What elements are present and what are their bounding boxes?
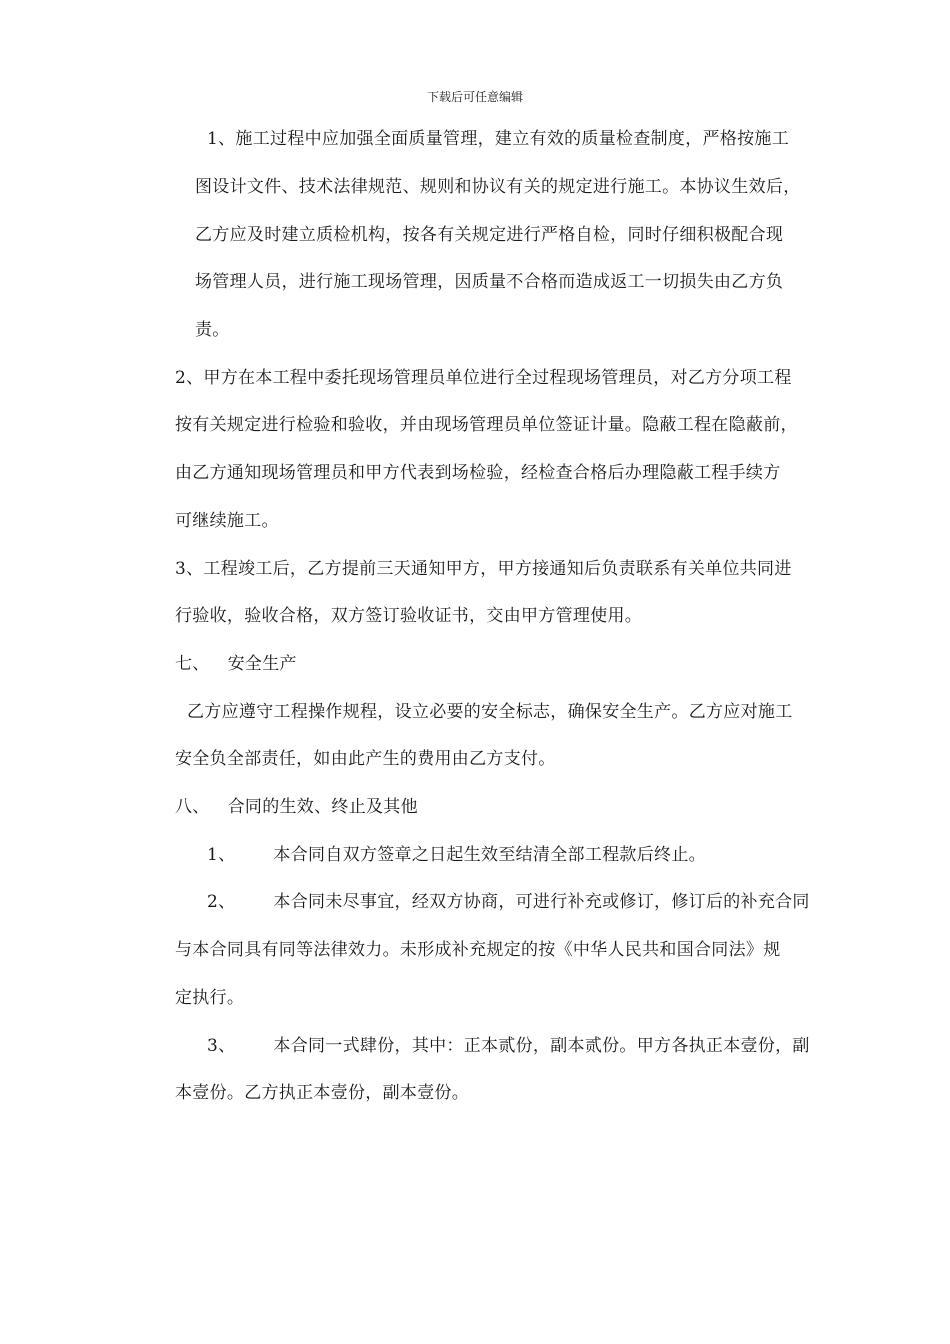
section7-line-2: 安全负全部责任，如由此产生的费用由乙方支付。 <box>175 749 556 769</box>
item1-line-5: 责。 <box>195 320 230 340</box>
item2-line-1: 2、甲方在本工程中委托现场管理员单位进行全过程现场管理员，对乙方分项工程 <box>175 368 792 388</box>
item1-line-4: 场管理人员，进行施工现场管理，因质量不合格而造成返工一切损失由乙方负 <box>195 272 784 292</box>
clause1-text: 本合同自双方签章之日起生效至结清全部工程款后终止。 <box>273 845 706 865</box>
section8-title: 合同的生效、终止及其他 <box>227 797 418 817</box>
clause2-line-3: 定执行。 <box>175 988 245 1008</box>
item1-line-3: 乙方应及时建立质检机构，按各有关规定进行严格自检，同时仔细积极配合现 <box>195 225 784 245</box>
section8-clause2-first <box>207 892 810 912</box>
section8-number: 八、 <box>175 797 210 817</box>
item2-line-4: 可继续施工。 <box>175 511 279 531</box>
clause3-number: 3、 <box>207 1036 236 1056</box>
clause2-number: 2、 <box>207 892 236 912</box>
section7-heading <box>175 654 297 674</box>
clause2-first-text: 本合同未尽事宜，经双方协商，可进行补充或修订，修订后的补充合同 <box>273 892 810 912</box>
clause1-number: 1、 <box>207 845 236 865</box>
item2-line-3: 由乙方通知现场管理员和甲方代表到场检验，经检查合格后办理隐蔽工程手续方 <box>175 463 781 483</box>
item3-line-2: 行验收，验收合格，双方签订验收证书，交由甲方管理使用。 <box>175 606 643 626</box>
clause3-first-text: 本合同一式肆份，其中：正本贰份，副本贰份。甲方各执正本壹份，副 <box>273 1036 810 1056</box>
item2-line-2: 按有关规定进行检验和验收，并由现场管理员单位签证计量。隐蔽工程在隐蔽前， <box>175 415 798 435</box>
clause3-line-2: 本壹份。乙方执正本壹份，副本壹份。 <box>175 1083 470 1103</box>
section8-clause3-first <box>207 1036 810 1056</box>
header-note: 下载后可任意编辑 <box>426 90 523 104</box>
section7-title: 安全生产 <box>227 654 297 674</box>
section8-heading <box>175 797 418 817</box>
section7-line-1: 乙方应遵守工程操作规程，设立必要的安全标志，确保安全生产。乙方应对施工 <box>187 702 793 722</box>
item1-line-1: 1、施工过程中应加强全面质量管理，建立有效的质量检查制度，严格按施工 <box>207 129 790 149</box>
section7-number: 七、 <box>175 654 210 674</box>
item3-line-1: 3、工程竣工后，乙方提前三天通知甲方，甲方接通知后负责联系有关单位共同进 <box>175 559 792 579</box>
clause2-line-2: 与本合同具有同等法律效力。未形成补充规定的按《中华人民共和国合同法》规 <box>175 940 781 960</box>
item1-line-2: 图设计文件、技术法律规范、规则和协议有关的规定进行施工。本协议生效后， <box>195 177 801 197</box>
section8-clause1 <box>207 845 706 865</box>
